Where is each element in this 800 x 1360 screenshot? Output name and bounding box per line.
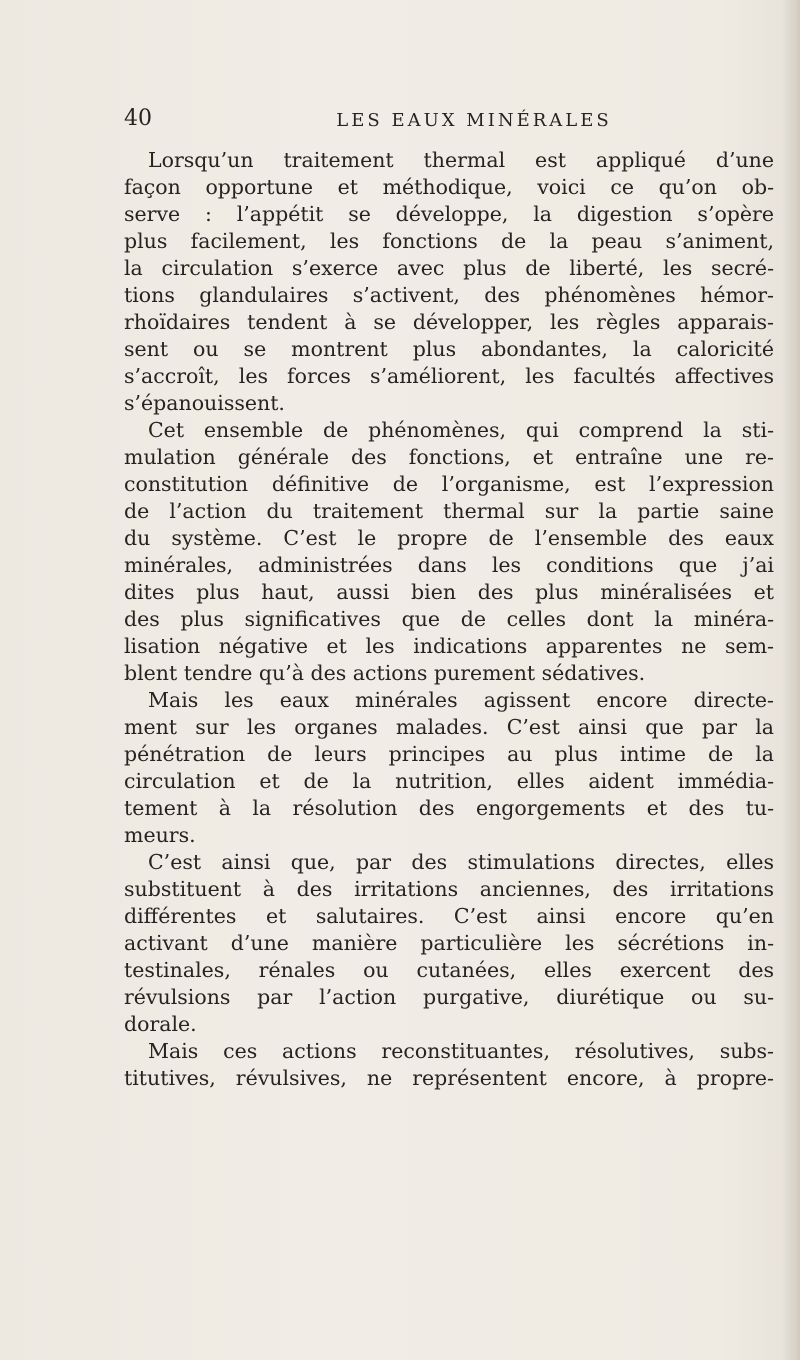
- text-line: circulation et de la nutrition, elles aident immédia-: [124, 769, 774, 793]
- text-line: rhoïdaires tendent à se développer, les règles apparais-: [124, 310, 774, 334]
- text-line: plus facilement, les fonctions de la peau s’animent,: [124, 229, 774, 253]
- text-line: tement à la résolution des engorgements et des tu-: [124, 796, 774, 820]
- page-edge-shadow: [782, 0, 800, 1360]
- running-head: LES EAUX MINÉRALES: [336, 110, 612, 131]
- text-line: substituent à des irritations anciennes, des irritations: [124, 877, 774, 901]
- page-number: 40: [124, 106, 152, 131]
- text-line: de l’action du traitement thermal sur la partie saine: [124, 499, 774, 523]
- text-line: ment sur les organes malades. C’est ainsi que par la: [124, 715, 774, 739]
- text-line: Cet ensemble de phénomènes, qui comprend la sti-: [148, 418, 774, 442]
- text-line: Lorsqu’un traitement thermal est appliqué d’une: [148, 148, 774, 172]
- text-line: s’épanouissent.: [124, 391, 285, 415]
- text-line: Mais ces actions reconstituantes, résolutives, subs-: [148, 1039, 774, 1063]
- text-line: mulation générale des fonctions, et entraîne une re-: [124, 445, 774, 469]
- text-line: blent tendre qu’à des actions purement sédatives.: [124, 661, 646, 685]
- text-line: révulsions par l’action purgative, diurétique ou su-: [124, 985, 774, 1009]
- text-line: meurs.: [124, 823, 196, 847]
- text-line: C’est ainsi que, par des stimulations directes, elles: [148, 850, 774, 874]
- text-line: des plus significatives que de celles dont la minéra-: [124, 607, 774, 631]
- text-line: titutives, révulsives, ne représentent encore, à propre-: [124, 1066, 774, 1090]
- text-line: minérales, administrées dans les conditions que j’ai: [124, 553, 774, 577]
- paragraph: [124, 849, 774, 1038]
- text-line: activant d’une manière particulière les sécrétions in-: [124, 931, 774, 955]
- text-line: Mais les eaux minérales agissent encore directe-: [148, 688, 774, 712]
- text-line: testinales, rénales ou cutanées, elles exercent des: [124, 958, 774, 982]
- text-line: la circulation s’exerce avec plus de liberté, les secré-: [124, 256, 774, 280]
- page-header: [124, 106, 764, 136]
- text-line: dorale.: [124, 1012, 197, 1036]
- body-text: [124, 147, 774, 1092]
- text-line: sent ou se montrent plus abondantes, la caloricité: [124, 337, 774, 361]
- paragraph: [124, 1038, 774, 1092]
- text-line: façon opportune et méthodique, voici ce qu’on ob-: [124, 175, 774, 199]
- text-line: pénétration de leurs principes au plus intime de la: [124, 742, 774, 766]
- text-line: serve : l’appétit se développe, la digestion s’opère: [124, 202, 774, 226]
- text-line: différentes et salutaires. C’est ainsi encore qu’en: [124, 904, 774, 928]
- text-line: du système. C’est le propre de l’ensemble des eaux: [124, 526, 774, 550]
- text-line: constitution définitive de l’organisme, est l’expression: [124, 472, 774, 496]
- text-line: lisation négative et les indications apparentes ne sem-: [124, 634, 774, 658]
- paragraph: [124, 417, 774, 687]
- paragraph: [124, 147, 774, 417]
- text-line: s’accroît, les forces s’améliorent, les facultés affectives: [124, 364, 774, 388]
- text-line: tions glandulaires s’activent, des phénomènes hémor-: [124, 283, 774, 307]
- paragraph: [124, 687, 774, 849]
- text-line: dites plus haut, aussi bien des plus minéralisées et: [124, 580, 774, 604]
